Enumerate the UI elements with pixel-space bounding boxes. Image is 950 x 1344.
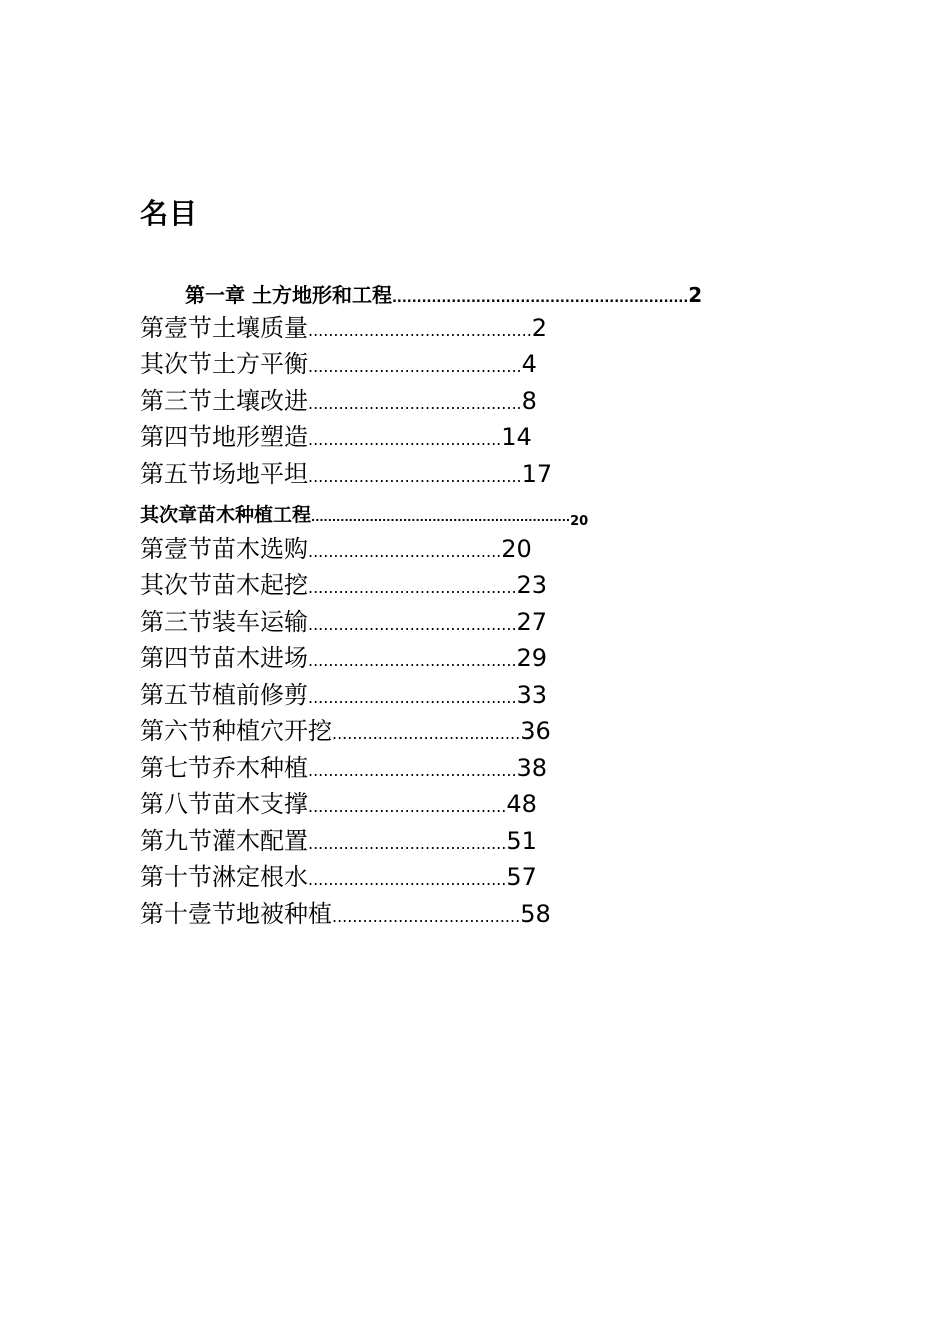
toc-leader-dots: ............................................................ [391, 291, 689, 306]
toc-entry-label: 第壹节土壤质量 [140, 314, 308, 342]
toc-entry[interactable] [140, 753, 547, 786]
toc-entry[interactable] [140, 349, 537, 382]
toc-entry-label: 第九节灌木配置 [140, 827, 308, 855]
toc-entry[interactable] [140, 534, 532, 567]
toc-entry-label: 第五节场地平坦 [140, 460, 308, 488]
toc-leader-dots: ......................................... [308, 578, 517, 597]
toc-page-number: 58 [520, 900, 551, 928]
toc-entry[interactable] [140, 826, 537, 859]
toc-page-number: 29 [516, 644, 548, 672]
toc-entry-label: 第八节苗木支撑 [140, 790, 308, 818]
toc-entry[interactable] [140, 789, 537, 822]
toc-page-number: 20 [570, 514, 589, 529]
toc-page-number: 20 [501, 535, 532, 563]
toc-page-number: 23 [516, 571, 548, 599]
toc-page-number: 8 [521, 387, 537, 415]
toc-entry[interactable] [140, 643, 547, 676]
toc-entry-label: 第六节种植穴开挖 [140, 717, 332, 745]
toc-entry-label: 第十壹节地被种植 [140, 900, 332, 928]
toc-chapter-1-label: 第一章 土方地形和工程 [185, 283, 392, 307]
toc-chapter-2-label: 其次章苗木种植工程 [140, 504, 312, 526]
toc-leader-dots: .......................................... [308, 394, 522, 413]
toc-page-number: 51 [506, 827, 537, 855]
toc-chapter-1[interactable] [185, 280, 702, 314]
toc-page-number: 2 [531, 314, 548, 342]
toc-page-number: 38 [516, 754, 548, 782]
toc-leader-dots: ....................................... [308, 834, 507, 853]
toc-leader-dots: ...................................... [308, 430, 502, 449]
page-title: 名目 [140, 197, 199, 230]
toc-leader-dots: ......................................... [308, 688, 517, 707]
toc-entry[interactable] [140, 386, 537, 419]
toc-page-number: 27 [516, 608, 548, 636]
toc-leader-dots: ......................................... [308, 761, 517, 780]
toc-entry-label: 第十节淋定根水 [140, 863, 308, 891]
toc-entry[interactable] [140, 570, 547, 603]
toc-leader-dots: ......................................... [308, 651, 517, 670]
toc-entry[interactable] [140, 680, 547, 713]
toc-page-number: 14 [501, 423, 532, 451]
toc-entry-label: 第三节土壤改进 [140, 387, 308, 415]
toc-entry-label: 第四节苗木进场 [140, 644, 308, 672]
toc-entry-label: 其次节苗木起挖 [140, 571, 308, 599]
toc-entry-label: 第四节地形塑造 [140, 423, 308, 451]
toc-page-number: 57 [506, 863, 537, 891]
toc-entry-label: 第壹节苗木选购 [140, 535, 308, 563]
toc-leader-dots: ...................................... [308, 542, 502, 561]
toc-entry[interactable] [140, 862, 537, 895]
toc-entry[interactable] [140, 607, 547, 640]
toc-leader-dots: .......................................... [308, 467, 522, 486]
toc-entry-label: 第五节植前修剪 [140, 681, 308, 709]
toc-entry-label: 第三节装车运输 [140, 608, 308, 636]
toc-leader-dots: ......................................... [308, 615, 517, 634]
toc-entry-label: 第七节乔木种植 [140, 754, 308, 782]
toc-page-number: 2 [688, 283, 703, 307]
toc-leader-dots: ....................................... [308, 797, 507, 816]
toc-leader-dots: ............................................ [308, 321, 532, 340]
toc-leader-dots: ..................................... [332, 907, 521, 926]
toc-page-number: 36 [520, 717, 551, 745]
toc-entry[interactable] [140, 899, 551, 932]
toc-entry[interactable] [140, 716, 551, 749]
toc-entry[interactable] [140, 459, 552, 492]
toc-entry[interactable] [140, 422, 532, 455]
toc-chapter-2[interactable] [140, 500, 588, 537]
toc-page-number: 17 [521, 460, 553, 488]
toc-page-number: 33 [516, 681, 548, 709]
toc-leader-dots: ....................................... [308, 870, 507, 889]
toc-entry-label: 其次节土方平衡 [140, 350, 308, 378]
toc-leader-dots: .......................................... [308, 357, 522, 376]
toc-leader-dots: .............................................................. [311, 511, 571, 524]
toc-entry[interactable] [140, 313, 547, 346]
toc-page-number: 4 [521, 350, 537, 378]
toc-page-number: 48 [506, 790, 537, 818]
toc-leader-dots: ..................................... [332, 724, 521, 743]
